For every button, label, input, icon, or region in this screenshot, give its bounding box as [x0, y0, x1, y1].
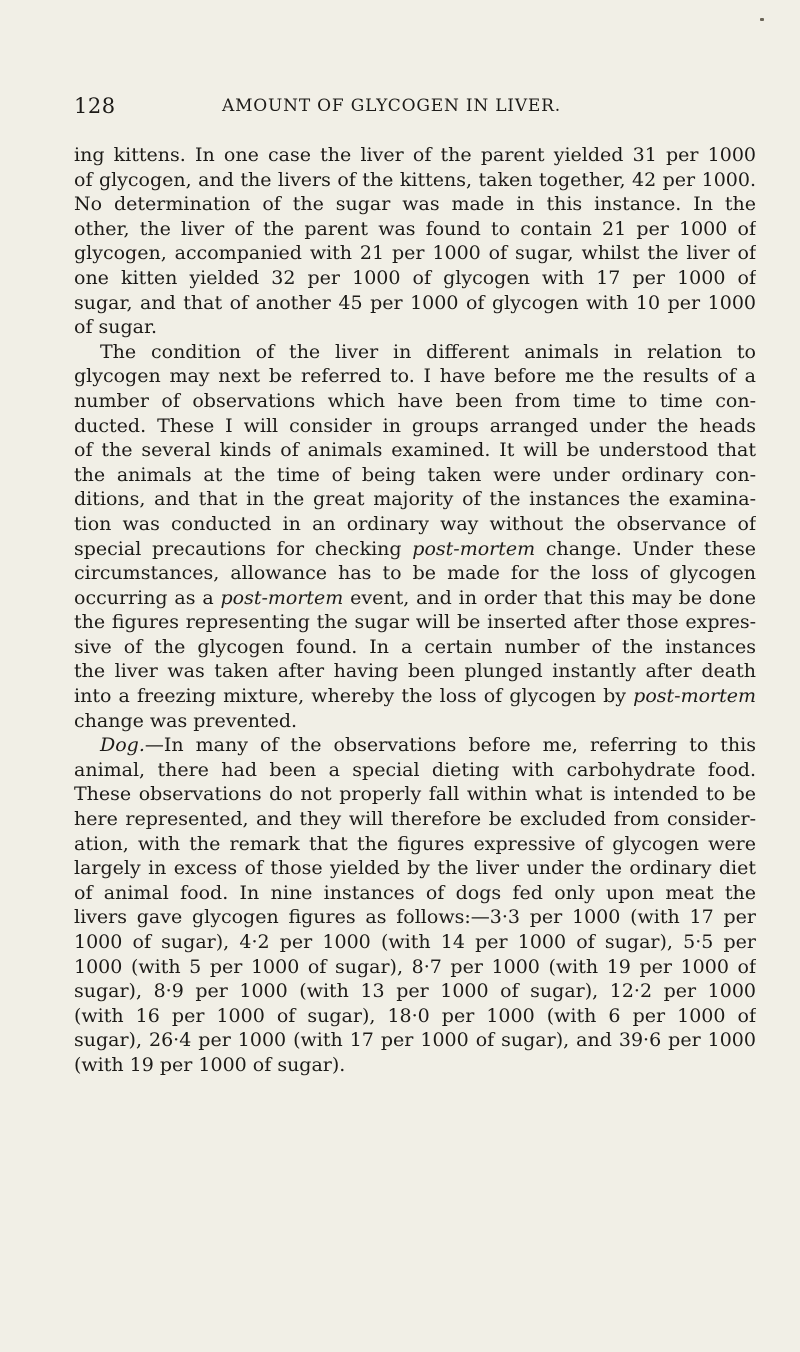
text-line: These observations do not properly fall within what is intended to be: [74, 783, 756, 806]
text-line: the figures representing the sugar will be inserted after those expres-: [74, 611, 756, 634]
body-text: [74, 143, 756, 1078]
running-head: [74, 94, 754, 124]
text-line: of sugar.: [74, 316, 158, 339]
text-line: sugar), 26·4 per 1000 (with 17 per 1000 of sugar), and 39·6 per 1000: [74, 1029, 756, 1052]
text-line: here represented, and they will therefore be excluded from consider-: [74, 808, 756, 831]
text-line: tion was conducted in an ordinary way without the observance of: [74, 512, 756, 535]
text-line: largely in excess of those yielded by the liver under the ordinary diet: [74, 857, 756, 880]
text-line: glycogen, accompanied with 21 per 1000 of sugar, whilst the liver of: [74, 242, 756, 265]
text-line: occurring as a post-mortem event, and in order that this may be done: [74, 586, 756, 609]
text-line: special precautions for checking post-mortem change. Under these: [74, 537, 756, 560]
page-number: 128: [74, 94, 116, 118]
text-line: into a freezing mixture, whereby the loss of glycogen by post-mortem: [74, 685, 756, 708]
text-line: sugar, and that of another 45 per 1000 of glycogen with 10 per 1000: [74, 291, 756, 314]
scan-speck: [760, 18, 764, 21]
text-line: the liver was taken after having been plunged instantly after death: [74, 660, 756, 683]
text-line: ation, with the remark that the figures expressive of glycogen were: [74, 832, 756, 855]
text-line: change was prevented.: [74, 709, 298, 732]
text-line: circumstances, allowance has to be made for the loss of glycogen: [74, 562, 756, 585]
text-line: the animals at the time of being taken were under ordinary con-: [74, 463, 756, 486]
text-line: glycogen may next be referred to. I have before me the results of a: [74, 365, 756, 388]
text-line: sugar), 8·9 per 1000 (with 13 per 1000 of sugar), 12·2 per 1000: [74, 980, 756, 1003]
text-line: 1000 of sugar), 4·2 per 1000 (with 14 per 1000 of sugar), 5·5 per: [74, 931, 756, 953]
text-line: Dog.—In many of the observations before me, referring to this: [100, 734, 756, 757]
text-line: animal, there had been a special dieting with carbohydrate food.: [74, 758, 756, 781]
text-line: (with 16 per 1000 of sugar), 18·0 per 1000 (with 6 per 1000 of: [74, 1004, 756, 1027]
text-line: (with 19 per 1000 of sugar).: [74, 1053, 346, 1076]
text-line: of the several kinds of animals examined. It will be understood that: [74, 439, 756, 462]
text-line: sive of the glycogen found. In a certain number of the instances: [74, 635, 756, 658]
text-line: other, the liver of the parent was found to contain 21 per 1000 of: [74, 217, 756, 240]
text-line: of animal food. In nine instances of dogs fed only upon meat the: [74, 881, 756, 904]
text-line: ditions, and that in the great majority of the instances the examina-: [74, 488, 756, 511]
text-line: livers gave glycogen figures as follows:—3·3 per 1000 (with 17 per: [74, 906, 756, 929]
text-line: ducted. These I will consider in groups arranged under the heads: [74, 414, 756, 437]
text-line: ing kittens. In one case the liver of the parent yielded 31 per 1000: [74, 144, 756, 166]
text-line: No determination of the sugar was made in this instance. In the: [74, 193, 756, 216]
text-line: The condition of the liver in different animals in relation to: [100, 340, 756, 363]
text-line: of glycogen, and the livers of the kittens, taken together, 42 per 1000.: [74, 168, 756, 191]
text-line: 1000 (with 5 per 1000 of sugar), 8·7 per 1000 (with 19 per 1000 of: [74, 955, 756, 978]
text-line: one kitten yielded 32 per 1000 of glycogen with 17 per 1000 of: [74, 266, 756, 289]
text-line: number of observations which have been from time to time con-: [74, 389, 756, 412]
running-title: AMOUNT OF GLYCOGEN IN LIVER.: [222, 96, 561, 116]
